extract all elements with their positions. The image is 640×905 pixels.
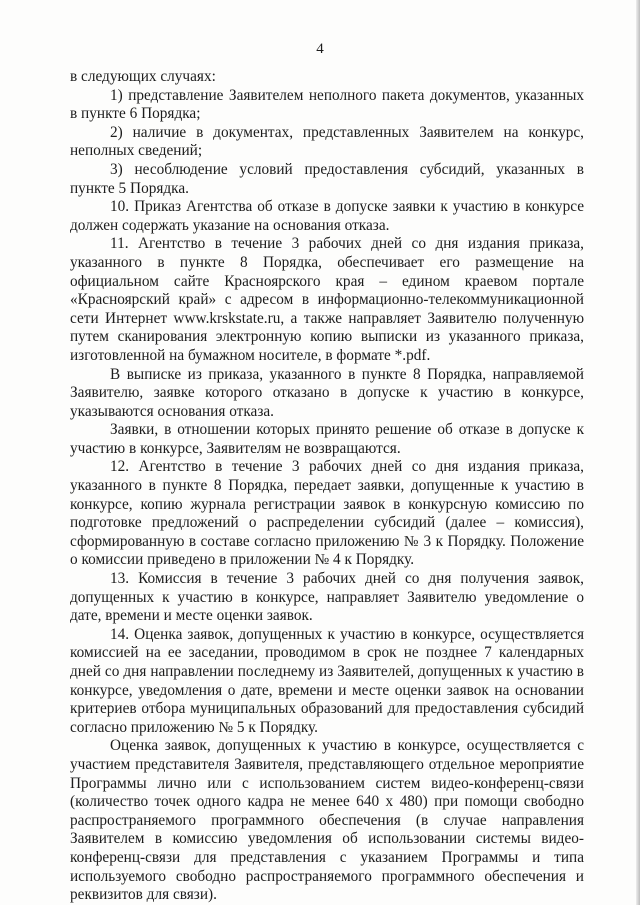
paragraph-item-1: 1) представление Заявителем неполного пакета документов, указанных в пункте 6 Порядка;: [70, 86, 584, 123]
paragraph-clause-11: 11. Агентство в течение 3 рабочих дней со дня издания приказа, указанного в пункте 8 Порядка, обеспечивает его размещение на официальном сайте Красноярского края – едином краевом портале «Красноярский край» с адресом в информационно-телекоммуникационной сети Интернет www.krskstate.ru, а также направляет Заявителю полученную путем сканирования электронную копию выписки из указанного приказа, изготовленной на бумажном носителе, в формате *.pdf.: [70, 235, 584, 364]
paragraph-clause-14: 14. Оценка заявок, допущенных к участию в конкурсе, осуществляется комиссией на ее заседании, проводимом в срок не позднее 7 календарных дней со дня направлении последнему из Заявителей, допущенных к участию в конкурсе, уведомления о дате, времени и месте оценки заявок на основании критериев отбора муниципальных образований для предоставления субсидий согласно приложению № 5 к Порядку.: [70, 625, 584, 736]
page-number: 4: [316, 41, 324, 57]
paragraph-item-3: 3) несоблюдение условий предоставления субсидий, указанных в пункте 5 Порядка.: [70, 160, 584, 197]
paragraph-clause-12: 12. Агентство в течение 3 рабочих дней со дня издания приказа, указанного в пункте 8 Порядка, передает заявки, допущенные к участию в конкурсе, копию журнала регистрации заявок в конкурсную комиссию по подготовке предложений о распределении субсидий (далее – комиссия), сформированную в составе согласно приложению № 3 к Порядку. Положение о комиссии приведено в приложении № 4 к Порядку.: [70, 458, 584, 569]
paragraph-extract-grounds: В выписке из приказа, указанного в пункте 8 Порядка, направляемой Заявителю, заявке которого отказано в допуске к участию в конкурсе, указываются основания отказа.: [70, 365, 584, 420]
paragraph-clause-13: 13. Комиссия в течение 3 рабочих дней со дня получения заявок, допущенных к участию в конкурсе, направляет Заявителю уведомление о дате, времени и месте оценки заявок.: [70, 570, 584, 625]
document-body: [70, 68, 584, 905]
paragraph-applications-not-returned: Заявки, в отношении которых принято решение об отказе в допуске к участию в конкурсе, Заявителям не возвращаются.: [70, 421, 584, 457]
page-edge-shadow: [636, 0, 640, 905]
paragraph-clause-10: 10. Приказ Агентства об отказе в допуске заявки к участию в конкурсе должен содержать указание на основания отказа.: [70, 198, 584, 234]
paragraph-evaluation-participation: Оценка заявок, допущенных к участию в конкурсе, осуществляется с участием представителя Заявителя, представляющего отдельное мероприятие Программы лично или с использованием систем видео-конференц-связи (количество точек одного кадра не менее 640 x 480) при помощи свободно распространяемого программного обеспечения (в случае направления Заявителем в комиссию уведомления об использовании системы видео-конференц-связи для представления с указанием Программы и типа используемого свободно распространяемого программного обеспечения и реквизитов для связи).: [70, 737, 584, 904]
paragraph-intro: в следующих случаях:: [70, 68, 216, 85]
paragraph-item-2: 2) наличие в документах, представленных Заявителем на конкурс, неполных сведений;: [70, 123, 584, 160]
